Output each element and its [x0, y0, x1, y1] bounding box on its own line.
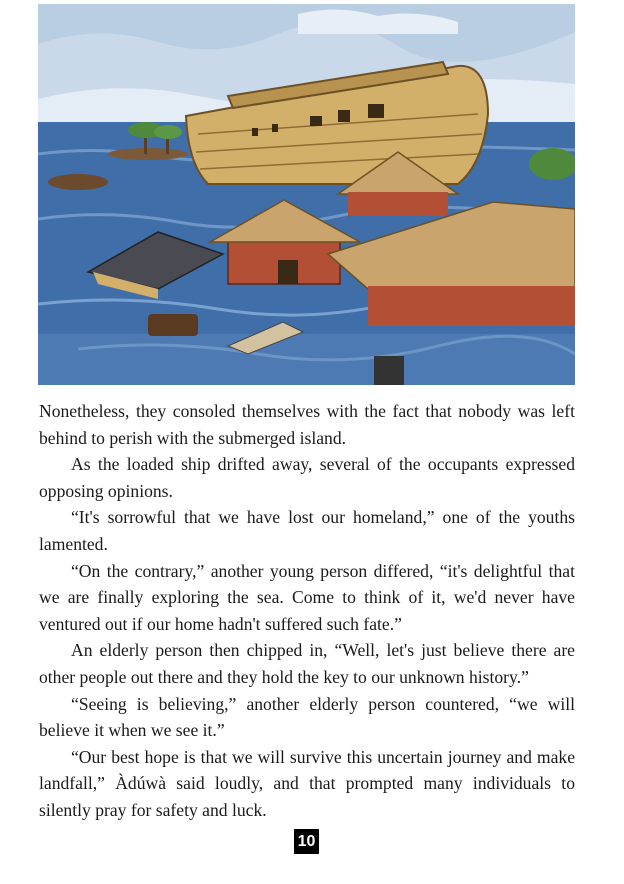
- story-paragraph: An elderly person then chipped in, “Well, let's just believe there are other people out there and they hold the key to our unknown history.”: [39, 640, 575, 687]
- story-paragraph: “Our best hope is that we will survive this uncertain journey and make landfall,” Àdúwà said loudly, and that prompted many individuals to silently pray for safety and luck.: [39, 746, 575, 820]
- story-paragraph: “On the contrary,” another young person differed, “it's delightful that we are finally exploring the sea. Come to think of it, we'd never have ventured out if our home hadn't suffered such fate.”: [39, 560, 575, 634]
- story-paragraph: Nonetheless, they consoled themselves with the fact that nobody was left behind to perish with the submerged island.: [39, 401, 575, 448]
- story-paragraph: “Seeing is believing,” another elderly person countered, “we will believe it when we see it.”: [39, 693, 575, 741]
- story-paragraph: As the loaded ship drifted away, several of the occupants expressed opposing opinions.: [39, 454, 575, 501]
- ark-flood-illustration: [38, 4, 575, 385]
- story-text: [39, 398, 575, 824]
- story-paragraph: “It's sorrowful that we have lost our homeland,” one of the youths lamented.: [39, 507, 575, 554]
- page-number: 10: [294, 829, 319, 854]
